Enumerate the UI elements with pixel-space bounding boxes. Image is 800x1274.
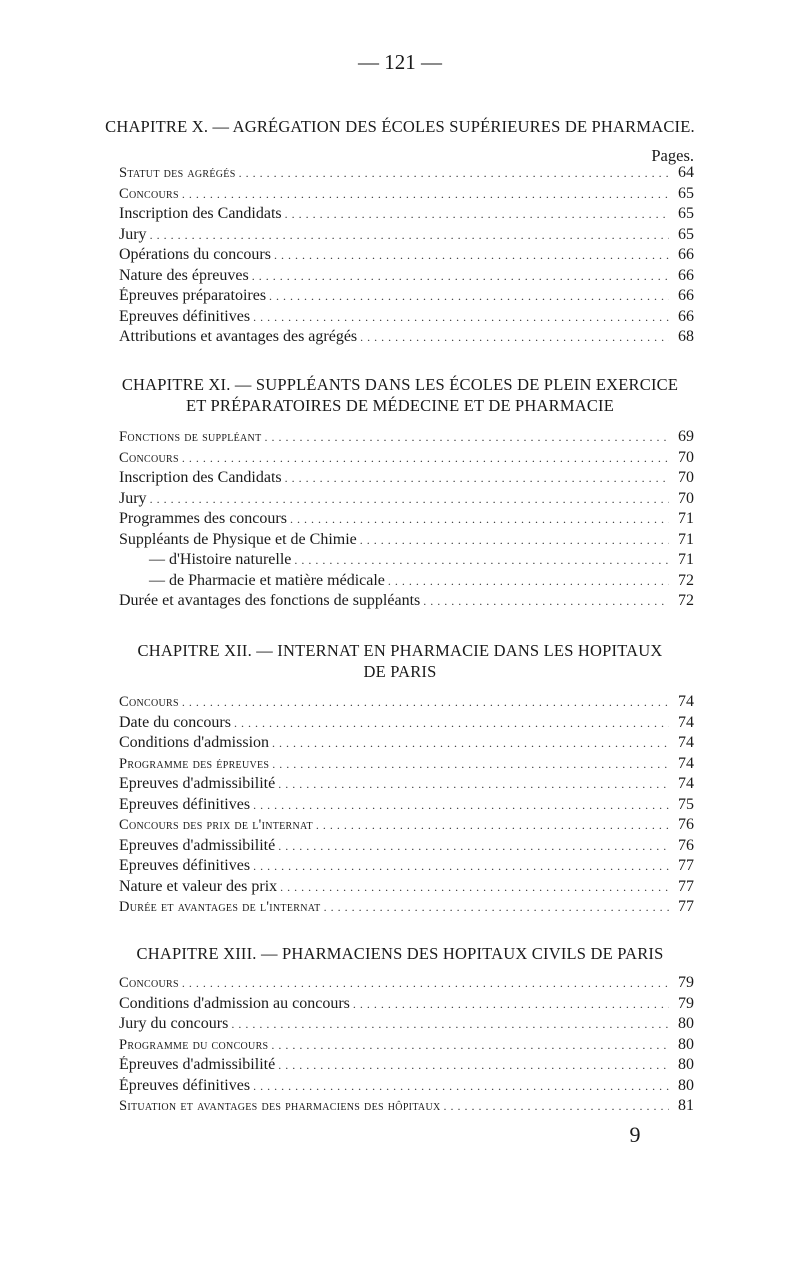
toc-entry <box>119 775 694 796</box>
toc-entry-page: 77 <box>678 877 694 895</box>
toc-entry-page: 74 <box>678 693 694 710</box>
toc-entry-page: 74 <box>678 734 694 751</box>
dot-leader <box>150 228 669 243</box>
toc-entry-page: 80 <box>678 1076 694 1094</box>
toc-entry-label: Epreuves définitives <box>119 857 251 874</box>
toc-entry <box>119 1036 694 1057</box>
toc-entry-page: 74 <box>678 775 694 792</box>
toc-entry-label: — de Pharmacie et matière médicale <box>149 571 385 589</box>
toc-entry-label: — d'Histoire naturelle <box>149 551 292 568</box>
toc-entry <box>119 816 694 837</box>
toc-entry-page: 64 <box>678 164 694 181</box>
toc-entry <box>119 551 694 572</box>
chapter-x-entries <box>119 164 694 349</box>
chapter-title-line: DE PARIS <box>363 662 437 681</box>
chapter-xii-entries <box>119 693 694 919</box>
toc-entry <box>119 164 694 185</box>
toc-entry-page: 80 <box>678 1015 694 1032</box>
toc-entry <box>119 308 694 329</box>
chapter-xiii-entries <box>119 974 694 1118</box>
dot-leader <box>360 330 669 345</box>
toc-entry-label: Concours <box>119 185 179 202</box>
toc-entry-page: 74 <box>678 713 694 731</box>
toc-entry <box>119 428 694 449</box>
dot-leader <box>253 1079 669 1094</box>
toc-entry-label: Programmes des concours <box>119 510 287 527</box>
dot-leader <box>444 1099 670 1114</box>
toc-entry-page: 69 <box>678 428 694 445</box>
toc-entry-page: 74 <box>678 754 694 772</box>
dot-leader <box>271 1038 669 1053</box>
toc-entry <box>119 185 694 206</box>
toc-entry <box>119 734 694 755</box>
dot-leader <box>239 166 669 181</box>
toc-entry-label: Opérations du concours <box>119 246 271 263</box>
dot-leader <box>278 777 669 792</box>
toc-entry <box>119 857 694 878</box>
toc-entry <box>119 1015 694 1036</box>
toc-entry-label: Situation et avantages des pharmaciens des hôpitaux <box>119 1098 441 1114</box>
dot-leader <box>231 1017 669 1032</box>
toc-entry-label: Programme des épreuves <box>119 755 270 772</box>
toc-entry <box>119 878 694 899</box>
toc-entry-label: Inscription des Candidats <box>119 469 282 486</box>
toc-entry-page: 71 <box>678 551 694 568</box>
dot-leader <box>264 430 669 445</box>
dot-leader <box>253 859 669 874</box>
toc-entry <box>119 490 694 511</box>
toc-entry-page: 66 <box>678 246 694 263</box>
toc-entry-page: 80 <box>678 1035 694 1053</box>
dot-leader <box>285 207 669 222</box>
toc-entry-label: Inscription des Candidats <box>119 205 282 222</box>
toc-entry-label: Epreuves d'admissibilité <box>119 836 276 854</box>
toc-entry-page: 77 <box>678 857 694 874</box>
toc-entry-page: 65 <box>678 225 694 243</box>
toc-entry-page: 80 <box>678 1056 694 1073</box>
toc-entry-page: 79 <box>678 974 694 991</box>
chapter-title-line: CHAPITRE XII. — INTERNAT EN PHARMACIE DANS LES HOPITAUX <box>137 641 663 660</box>
toc-entry <box>119 693 694 714</box>
dot-leader <box>388 574 669 589</box>
dot-leader <box>269 289 669 304</box>
pages-column-label: Pages. <box>651 146 694 165</box>
toc-entry <box>119 449 694 470</box>
toc-entry-label: Epreuves définitives <box>119 795 251 813</box>
toc-entry <box>119 205 694 226</box>
toc-entry-page: 70 <box>678 489 694 507</box>
toc-entry <box>119 837 694 858</box>
toc-entry-label: Attributions et avantages des agrégés <box>119 328 358 345</box>
toc-entry-page: 66 <box>678 266 694 284</box>
dot-leader <box>272 757 669 772</box>
toc-entry-page: 76 <box>678 816 694 833</box>
dot-leader <box>290 512 669 527</box>
dot-leader <box>324 900 669 915</box>
toc-entry-label: Durée et avantages de l'internat <box>119 899 321 915</box>
dot-leader <box>182 187 669 202</box>
toc-entry <box>119 1097 694 1118</box>
toc-entry <box>119 755 694 776</box>
toc-entry <box>119 1056 694 1077</box>
toc-entry <box>119 246 694 267</box>
toc-entry-page: 77 <box>678 898 694 915</box>
toc-entry-label: Concours <box>119 694 179 710</box>
dot-leader <box>272 736 669 751</box>
toc-entry-label: Concours des prix de l'internat <box>119 817 313 833</box>
toc-entry <box>119 572 694 593</box>
toc-entry-label: Epreuves définitives <box>119 307 251 325</box>
dot-leader <box>274 248 669 263</box>
chapter-xi-entries <box>119 428 694 613</box>
toc-entry-label: Épreuves définitives <box>119 1076 251 1094</box>
dot-leader <box>182 976 669 991</box>
toc-entry-label: Conditions d'admission au concours <box>119 994 350 1012</box>
toc-entry-page: 71 <box>678 530 694 548</box>
dot-leader <box>316 818 669 833</box>
toc-entry-label: Concours <box>119 449 179 466</box>
toc-entry-page: 66 <box>678 287 694 304</box>
signature-mark: 9 <box>629 1122 641 1147</box>
toc-entry <box>119 1077 694 1098</box>
toc-entry <box>119 714 694 735</box>
toc-entry-label: Durée et avantages des fonctions de suppléants <box>119 592 421 609</box>
toc-entry <box>119 592 694 613</box>
dot-leader <box>182 451 669 466</box>
toc-entry-label: Épreuves préparatoires <box>119 287 267 304</box>
toc-entry-page: 71 <box>678 510 694 527</box>
dot-leader <box>150 492 669 507</box>
chapter-x-title <box>100 116 700 137</box>
toc-entry-label: Jury <box>119 489 147 507</box>
toc-entry-page: 65 <box>678 184 694 202</box>
toc-entry <box>119 287 694 308</box>
toc-entry <box>119 531 694 552</box>
toc-entry-label: Epreuves d'admissibilité <box>119 775 276 792</box>
dot-leader <box>360 533 669 548</box>
chapter-xiii-title <box>100 943 700 964</box>
toc-entry <box>119 226 694 247</box>
toc-entry-label: Jury <box>119 225 147 243</box>
dot-leader <box>423 594 669 609</box>
toc-entry-page: 75 <box>678 795 694 813</box>
toc-entry-page: 70 <box>678 448 694 466</box>
page-number: — 121 — <box>358 50 442 74</box>
toc-entry <box>119 995 694 1016</box>
toc-entry-page: 65 <box>678 205 694 222</box>
dot-leader <box>278 1058 669 1073</box>
chapter-title-line: CHAPITRE X. — AGRÉGATION DES ÉCOLES SUPÉRIEURES DE PHARMACIE. <box>105 117 695 136</box>
toc-entry-label: Programme du concours <box>119 1036 269 1053</box>
toc-entry-page: 76 <box>678 836 694 854</box>
toc-entry <box>119 328 694 349</box>
dot-leader <box>252 269 669 284</box>
toc-entry-label: Statut des agrégés <box>119 165 236 181</box>
toc-entry-page: 70 <box>678 469 694 486</box>
toc-entry-label: Suppléants de Physique et de Chimie <box>119 530 357 548</box>
dot-leader <box>182 695 669 710</box>
toc-entry-page: 72 <box>678 592 694 609</box>
toc-entry-page: 79 <box>678 994 694 1012</box>
toc-entry-label: Nature et valeur des prix <box>119 877 278 895</box>
dot-leader <box>278 839 669 854</box>
dot-leader <box>234 716 669 731</box>
toc-entry-label: Date du concours <box>119 713 231 731</box>
toc-entry <box>119 974 694 995</box>
dot-leader <box>353 997 669 1012</box>
dot-leader <box>285 471 669 486</box>
toc-entry-page: 68 <box>678 328 694 345</box>
toc-entry-label: Conditions d'admission <box>119 734 270 751</box>
toc-entry <box>119 469 694 490</box>
dot-leader <box>253 798 669 813</box>
toc-entry <box>119 796 694 817</box>
chapter-title-line: CHAPITRE XI. — SUPPLÉANTS DANS LES ÉCOLES DE PLEIN EXERCICE <box>121 375 679 394</box>
chapter-xii-title <box>100 640 700 682</box>
toc-entry <box>119 510 694 531</box>
toc-entry-page: 66 <box>678 307 694 325</box>
chapter-title-line: CHAPITRE XIII. — PHARMACIENS DES HOPITAUX CIVILS DE PARIS <box>136 944 664 963</box>
chapter-xi-title <box>100 374 700 416</box>
dot-leader <box>253 310 669 325</box>
toc-entry-label: Jury du concours <box>119 1015 229 1032</box>
toc-entry-label: Concours <box>119 975 179 991</box>
toc-entry-page: 72 <box>678 571 694 589</box>
toc-entry-label: Nature des épreuves <box>119 266 249 284</box>
dot-leader <box>294 553 669 568</box>
toc-entry-label: Épreuves d'admissibilité <box>119 1056 276 1073</box>
toc-entry <box>119 898 694 919</box>
toc-entry-label: Fonctions de suppléant <box>119 429 262 445</box>
toc-entry <box>119 267 694 288</box>
dot-leader <box>280 880 669 895</box>
toc-entry-page: 81 <box>678 1097 694 1114</box>
chapter-title-line: ET PRÉPARATOIRES DE MÉDECINE ET DE PHARMACIE <box>185 396 615 415</box>
